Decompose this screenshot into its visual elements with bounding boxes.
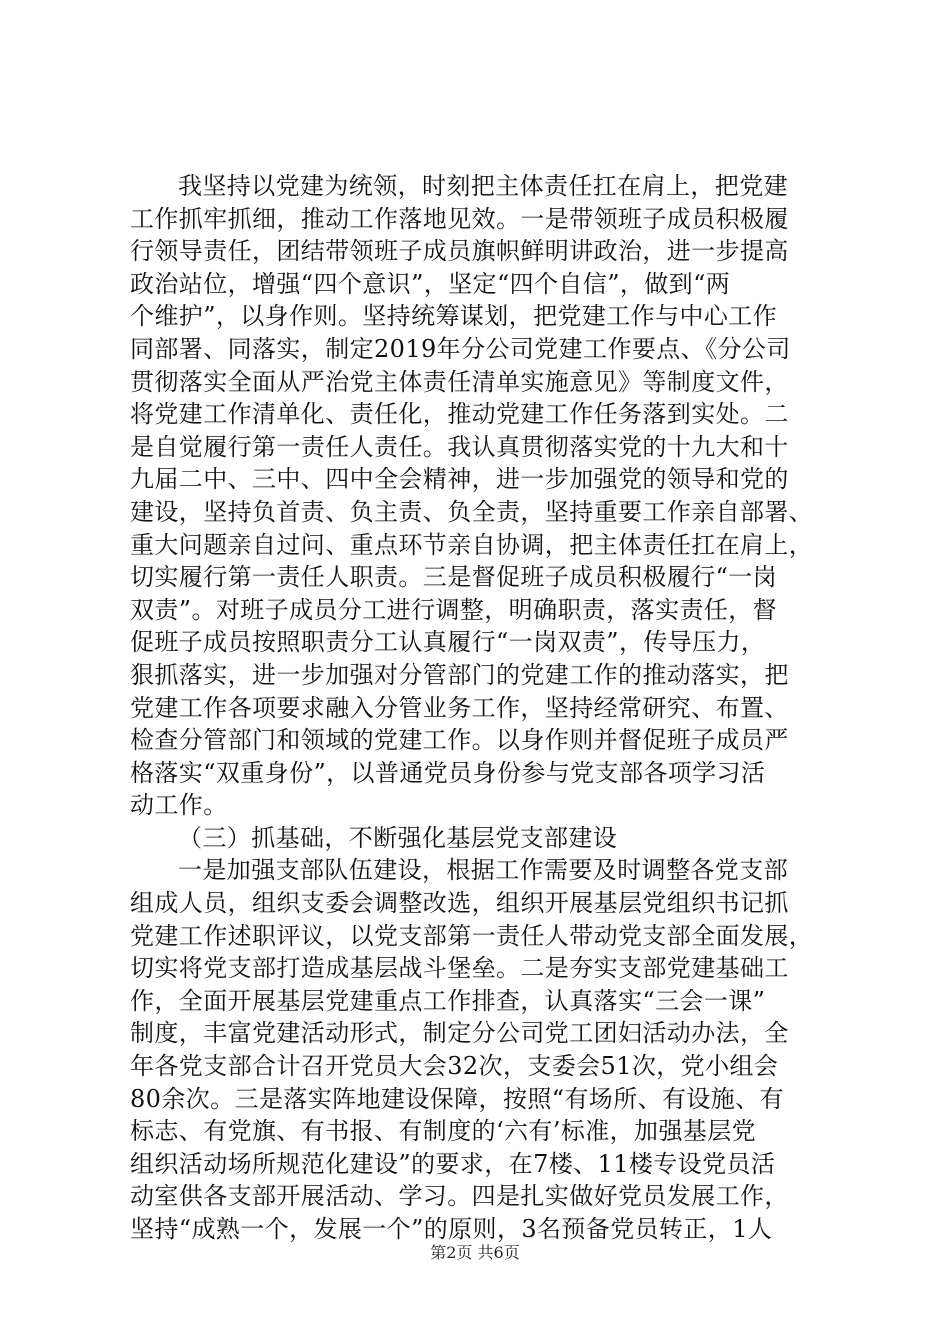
- text-line: 个维护”，以身作则。坚持统筹谋划，把党建工作与中心工作: [130, 302, 778, 331]
- text-line: 政治站位，增强“四个意识”，坚定“四个自信”，做到“两: [130, 269, 731, 298]
- document-body: [130, 170, 830, 1246]
- text-line: 标志、有党旗、有书报、有制度的‘六有’标准，加强基层党: [130, 1117, 757, 1146]
- text-line: 坚持“成熟一个，发展一个”的原则，3名预备党员转正，1人: [130, 1215, 773, 1243]
- text-line: 党建工作各项要求融入分管业务工作，坚持经常研究、布置、: [130, 693, 789, 722]
- text-line: 九届二中、三中、四中全会精神，进一步加强党的领导和党的: [130, 465, 789, 494]
- page-number-footer: 第2页 共6页: [430, 1243, 520, 1262]
- text-line: 一是加强支部队伍建设，根据工作需要及时调整各党支部: [178, 856, 788, 885]
- text-line: 促班子成员按照职责分工认真履行“一岗双责”，传导压力，: [130, 628, 766, 657]
- text-line: 制度，丰富党建活动形式，制定分公司党工团妇活动办法，全: [130, 1019, 789, 1048]
- text-line: 组成人员，组织支委会调整改选，组织开展基层党组织书记抓: [130, 889, 789, 918]
- text-line: 党建工作述职评议，以党支部第一责任人带动党支部全面发展，: [130, 921, 814, 950]
- text-line: 行领导责任，团结带领班子成员旗帜鲜明讲政治，进一步提高: [130, 237, 789, 266]
- text-line: 重大问题亲自过问、重点环节亲自协调，把主体责任扛在肩上，: [130, 530, 814, 559]
- text-line: 将党建工作清单化、责任化，推动党建工作任务落到实处。二: [130, 400, 789, 429]
- text-line: 作，全面开展基层党建重点工作排查，认真落实“三会一课”: [130, 986, 766, 1015]
- text-line: 同部署、同落实，制定2019年分公司党建工作要点、《分公司: [130, 334, 791, 363]
- text-line: 80余次。三是落实阵地建设保障，按照“有场所、有设施、有: [130, 1084, 785, 1113]
- text-line: 年各党支部合计召开党员大会32次，支委会51次，党小组会: [130, 1052, 779, 1081]
- text-line: 工作抓牢抓细，推动工作落地见效。一是带领班子成员积极履: [130, 204, 789, 233]
- text-line: 是自觉履行第一责任人责任。我认真贯彻落实党的十九大和十: [130, 432, 789, 461]
- text-line: 格落实“双重身份”，以普通党员身份参与党支部各项学习活: [130, 758, 766, 787]
- text-line: 建设，坚持负首责、负主责、负全责，坚持重要工作亲自部署、: [130, 497, 814, 526]
- text-line: 我坚持以党建为统领，时刻把主体责任扛在肩上，把党建: [178, 172, 788, 200]
- text-line: 切实将党支部打造成基层战斗堡垒。二是夯实支部党建基础工: [130, 954, 789, 983]
- text-line: 双责”。对班子成员分工进行调整，明确职责，落实责任，督: [130, 595, 778, 624]
- text-line: 组织活动场所规范化建设”的要求，在7楼、11楼专设党员活: [130, 1149, 776, 1178]
- text-line: 贯彻落实全面从严治党主体责任清单实施意见》等制度文件，: [130, 367, 789, 396]
- text-line: 狠抓落实，进一步加强对分管部门的党建工作的推动落实，把: [130, 660, 789, 689]
- section-heading: （三）抓基础，不断强化基层党支部建设: [178, 823, 618, 852]
- text-line: 动工作。: [130, 791, 228, 820]
- text-line: 切实履行第一责任人职责。三是督促班子成员积极履行“一岗: [130, 563, 778, 592]
- text-line: 动室供各支部开展活动、学习。四是扎实做好党员发展工作，: [130, 1182, 789, 1211]
- text-line: 检查分管部门和领域的党建工作。以身作则并督促班子成员严: [130, 726, 789, 755]
